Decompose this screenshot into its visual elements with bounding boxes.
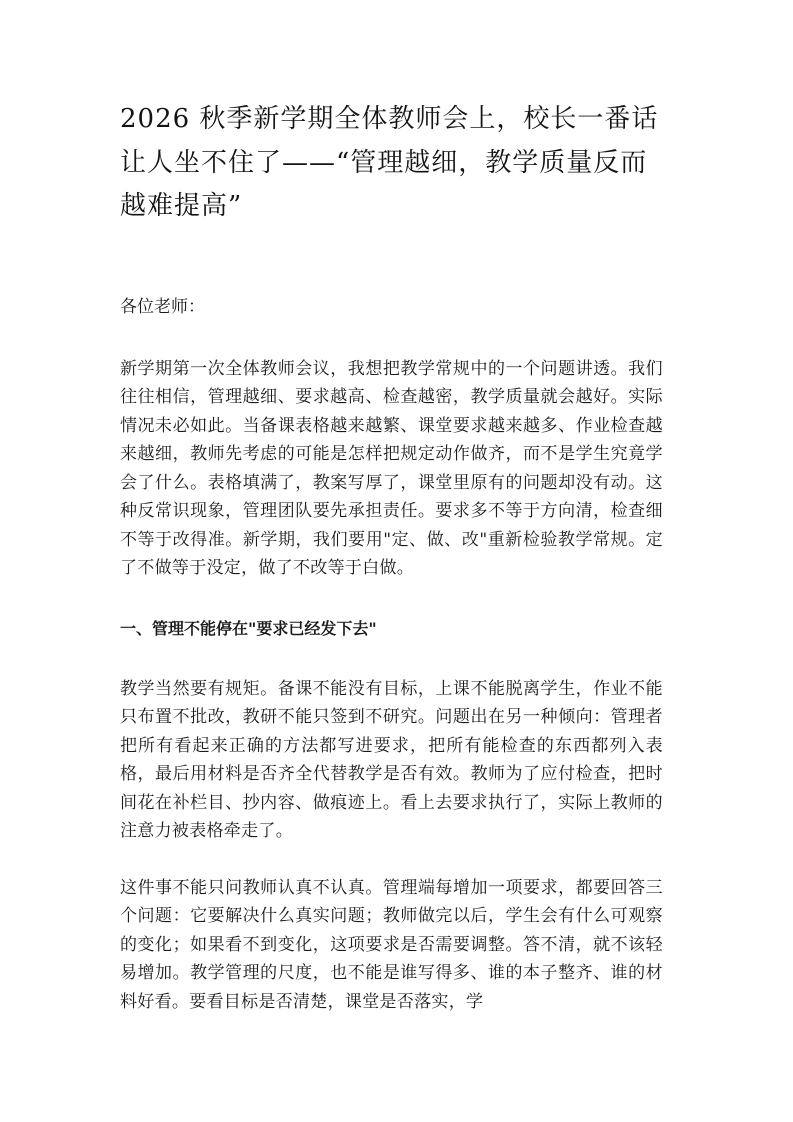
section-heading-1: 一、管理不能停在"要求已经发下去" bbox=[120, 618, 377, 638]
paragraph-section1-1: 教学当然要有规矩。备课不能没有目标，上课不能脱离学生，作业不能只布置不批改，教研不能只签到不研究。问题出在另一种倾向：管理者把所有看起来正确的方法都写进要求，把所有能检查的东西都列入表格，最后用材料是否齐全代替教学是否有效。教师为了应付检查，把时间花在补栏目、抄内容、做痕迹上。看上去要求执行了，实际上教师的注意力被表格牵走了。 bbox=[120, 678, 663, 841]
salutation: 各位老师： bbox=[120, 296, 205, 317]
paragraph-intro: 新学期第一次全体教师会议，我想把教学常规中的一个问题讲透。我们往往相信，管理越细、要求越高、检查越密，教学质量就会越好。实际情况未必如此。当备课表格越来越繁、课堂要求越来越多、作业检查越来越细，教师先考虑的可能是怎样把规定动作做齐，而不是学生究竟学会了什么。表格填满了，教案写厚了，课堂里原有的问题却没有动。这种反常识现象，管理团队要先承担责任。要求多不等于方向清，检查细不等于改得准。新学期，我们要用"定、做、改"重新检验教学常规。定了不做等于没定，做了不改等于白做。 bbox=[120, 358, 663, 578]
paragraph-section1-2: 这件事不能只问教师认真不认真。管理端每增加一项要求，都要回答三个问题：它要解决什么真实问题；教师做完以后，学生会有什么可观察的变化；如果看不到变化，这项要求是否需要调整。答不清，就不该轻易增加。教学管理的尺度，也不能是谁写得多、谁的本子整齐、谁的材料好看。要看目标是否清楚，课堂是否落实，学 bbox=[120, 877, 663, 1012]
document-title: 2026 秋季新学期全体教师会上，校长一番话让人坐不住了——“管理越细，教学质量反而越难提高” bbox=[120, 104, 659, 221]
